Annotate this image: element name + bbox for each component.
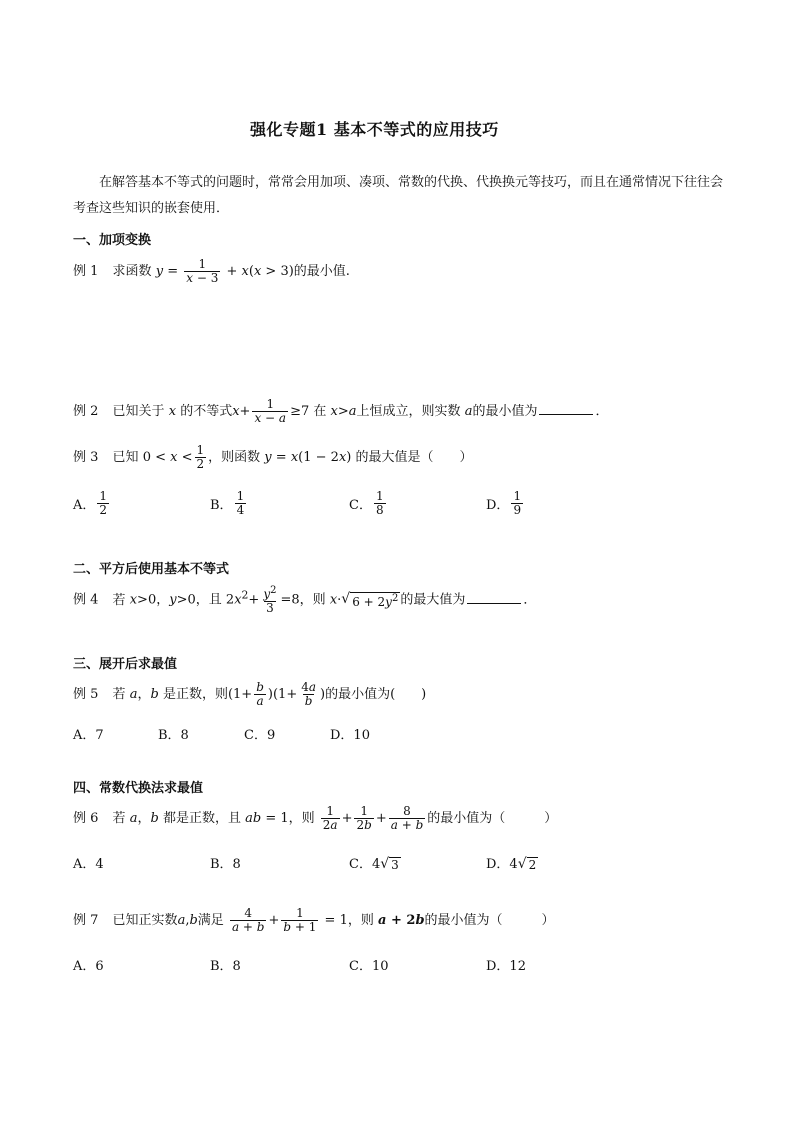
fraction: $\frac{1}{8}$: [375, 489, 384, 518]
fraction: $\frac{1}{x - a}$: [254, 397, 287, 426]
option-c[interactable]: [349, 490, 388, 517]
example-text: ，则: [288, 811, 315, 827]
fraction: $\frac{y^2}{3}$: [263, 585, 277, 616]
intro-paragraph: 在解答基本不等式的问题时，常常会用加项、凑项、常数的代换、代换换元等技巧，而且在通常情况下往往会考查这些知识的嵌套使用．: [73, 175, 724, 216]
option-b[interactable]: [210, 490, 248, 517]
fraction: $\frac{4}{a + b}$: [231, 906, 265, 935]
answer-blank[interactable]: [467, 591, 521, 604]
option-letter: D．4: [486, 857, 518, 872]
example-2: 例 2 已知关于 x 的不等式x+ $\frac{1}{x - a}$ ≥7 在 x>a上恒成立，则实数 a的最小值为 ．: [73, 397, 609, 426]
example-text: 的最小值为（ ）: [427, 811, 558, 827]
example-text: 满足: [197, 913, 224, 929]
example-label: 例 5: [73, 687, 99, 703]
example-text: ，: [137, 687, 151, 703]
example-3: 例 3 已知 0 < x < $\frac{1}{2}$ ，则函数 y = x(1 − 2x) 的最大值是（ ）: [73, 443, 473, 472]
example-text: ，则: [299, 592, 326, 608]
option-letter: C．: [349, 498, 372, 514]
sqrt: √ $6 + 2y^2$: [341, 590, 399, 609]
option-c[interactable]: C．9: [244, 728, 276, 743]
option-d[interactable]: [486, 490, 525, 517]
example-7: 例 7 已知正实数a,b满足 $\frac{4}{a + b}$ + $\frac{1}{b + 1}$ = 1，则 a + 2b的最小值为（ ）: [73, 906, 555, 935]
fraction: $\frac{1}{2}$: [196, 443, 205, 472]
example-label: 例 2: [73, 404, 99, 420]
example-text: 若: [112, 592, 126, 608]
example-label: 例 6: [73, 811, 99, 827]
fraction: $\frac{8}{a + b}$: [390, 804, 424, 833]
option-c[interactable]: C．10: [349, 959, 389, 974]
example-text: 的最小值.: [293, 264, 350, 280]
example-label: 例 4: [73, 592, 99, 608]
option-a[interactable]: [73, 490, 111, 517]
option-d[interactable]: D．10: [330, 728, 370, 743]
option-a[interactable]: A．4: [73, 857, 104, 872]
section-heading-4: 四、常数代换法求最值: [73, 781, 204, 796]
example-text: 的最大值为: [400, 592, 466, 608]
example-text: ，则: [347, 913, 374, 929]
fraction: $\frac{1}{x - 3}$: [186, 257, 219, 286]
example-text: ，且: [195, 592, 222, 608]
example-text: ．: [595, 404, 609, 420]
option-a[interactable]: A．7: [73, 728, 104, 743]
example-text: 若: [112, 811, 126, 827]
fraction: $\frac{1}{2b}$: [356, 804, 372, 833]
option-letter: D．: [486, 498, 510, 514]
example-5: 例 5 若 a，b 是正数，则(1+ $\frac{b}{a}$ )(1+ $\frac{4a}{b}$ )的最小值为( ): [73, 680, 427, 709]
section-heading-1: 一、加项变换: [73, 233, 152, 248]
section-heading-3: 三、展开后求最值: [73, 657, 178, 672]
page-title: 强化专题1 基本不等式的应用技巧: [250, 120, 499, 139]
option-b[interactable]: B．8: [210, 857, 241, 872]
option-a[interactable]: A．6: [73, 959, 104, 974]
example-text: 的不等式: [180, 404, 233, 420]
sqrt: √ 2: [517, 856, 537, 872]
example-text: 已知关于: [112, 404, 165, 420]
answer-blank[interactable]: [539, 402, 593, 415]
option-b[interactable]: B．8: [158, 728, 189, 743]
example-text: 在: [313, 404, 327, 420]
example-text: 已知: [112, 450, 139, 466]
example-text: ，: [137, 811, 151, 827]
example-text: 的最大值是（ ）: [355, 450, 473, 466]
option-letter: B．: [210, 498, 233, 514]
example-text: ，: [156, 592, 170, 608]
example-text: 的最小值为( ): [325, 687, 427, 703]
example-1: 例 1 求函数 y = $\frac{1}{x - 3}$ + x(x > 3)的最小值.: [73, 257, 350, 286]
example-label: 例 7: [73, 913, 99, 929]
section-heading-2: 二、平方后使用基本不等式: [73, 562, 230, 577]
example-text: ，则函数: [208, 450, 261, 466]
example-6: 例 6 若 a，b 都是正数，且 ab = 1，则 $\frac{1}{2a}$ + $\frac{1}{2b}$ + $\frac{8}{a + b}$ 的最小值为（ ）: [73, 804, 558, 833]
example-label: 例 3: [73, 450, 99, 466]
fraction: $\frac{1}{9}$: [513, 489, 522, 518]
option-letter: C．4: [349, 857, 381, 872]
fraction: $\frac{1}{4}$: [236, 489, 245, 518]
example-text: 的最小值为（ ）: [424, 913, 555, 929]
example-text: 若: [112, 687, 126, 703]
option-letter: A．: [73, 498, 96, 514]
option-b[interactable]: B．8: [210, 959, 241, 974]
example-4: 例 4 若 x>0，y>0，且 $2x^2+$ $\frac{y^2}{3}$ =8，则 x· √ $6 + 2y^2$ 的最大值为 ．: [73, 585, 537, 616]
example-text: 是正数，则: [162, 687, 228, 703]
example-label: 例 1: [73, 264, 99, 280]
fraction: $\frac{1}{2a}$: [322, 804, 338, 833]
example-text: 已知正实数: [112, 913, 178, 929]
example-text: 上恒成立，则实数: [356, 404, 461, 420]
example-text: 求函数: [112, 264, 152, 280]
example-text: 都是正数，且: [162, 811, 241, 827]
fraction: $\frac{1}{b + 1}$: [283, 906, 317, 935]
fraction: $\frac{1}{2}$: [99, 489, 108, 518]
option-d[interactable]: D．12: [486, 959, 526, 974]
example-text: 的最小值为: [472, 404, 538, 420]
fraction: $\frac{4a}{b}$: [301, 680, 317, 709]
option-d[interactable]: [486, 853, 538, 872]
example-text: ．: [523, 592, 537, 608]
fraction: $\frac{b}{a}$: [256, 680, 264, 709]
option-c[interactable]: [349, 853, 401, 872]
sqrt: √ 3: [380, 856, 399, 872]
